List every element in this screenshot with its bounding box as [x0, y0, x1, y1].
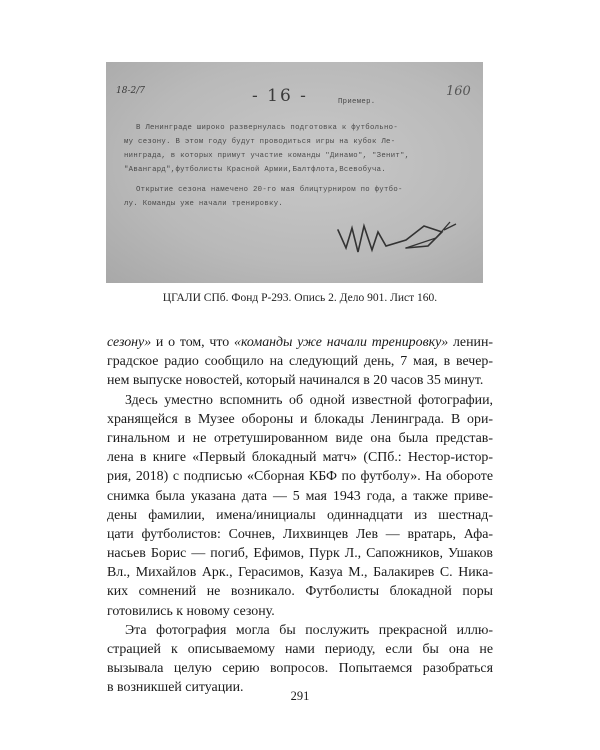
text-line: гинальном и не отретушированном виде она была представ- [107, 430, 493, 446]
text-line: снимка была указана дата — 5 мая 1943 года, а также приве- [107, 488, 493, 504]
text-line: рия, 2018) с подписью «Сборная КБФ по футболу». На обороте [107, 469, 493, 485]
text-fragment: и о том, что [151, 335, 234, 350]
text-line: дены фамилии, имена/инициалы одиннадцати из шестнад- [107, 507, 493, 523]
document-stamp: Приемер. [338, 98, 376, 106]
text-line: в возникшей ситуации. [107, 680, 244, 696]
document-line: лу. Команды уже начали тренировку. [124, 200, 284, 208]
text-line: лена в книге «Первый блокадный матч» (СПб.: Нестор-истор- [107, 450, 493, 466]
archival-document-photo [106, 62, 483, 283]
document-line: В Ленинграде широко развернулась подготовка к футбольно- [136, 124, 399, 132]
document-line: "Авангард",футболисты Красной Армии,Балтфлота,Всевобуча. [124, 166, 387, 174]
text-line: хранящейся в Музее обороны и блокады Ленинграда. В ори- [107, 411, 493, 427]
document-page-number: - 16 - [252, 86, 308, 106]
document-line: нинграда, в которых примут участие команды "Динамо", "Зенит", [124, 152, 410, 160]
document-line: му сезону. В этом году будут проводиться игры на кубок Ле- [124, 138, 396, 146]
text-line: вызывала целую серию вопросов. Попытаемся разобраться [107, 661, 493, 677]
quote-italic: «команды уже начали тренировку» [234, 335, 449, 350]
photo-caption: ЦГАЛИ СПб. Фонд Р-293. Опись 2. Дело 901. Лист 160. [162, 292, 438, 304]
folio-number: 160 [446, 84, 471, 99]
text-line: насьев Борис — погиб, Ефимов, Пурк Л., Сапожников, Ушаков [107, 546, 493, 562]
page-number: 291 [290, 689, 310, 703]
text-line: ких сомнений не возникало. Футболисты блокадной поры [107, 584, 493, 600]
text-line: цати футболистов: Сочнев, Лихвинцев Лев — вратарь, Афа- [107, 526, 493, 542]
quote-italic: сезону» [107, 335, 152, 350]
corner-note: 18-2/7 [116, 86, 145, 96]
text-line: страцией к описываемому нами периоду, если бы она не [107, 642, 493, 657]
text-line: Вл., Михайлов Арк., Герасимов, Казуа М., Балакирев С. Ника- [107, 565, 493, 581]
body-text [107, 333, 493, 698]
document-line: Открытие сезона намечено 20-го мая блицтурниром по футбо- [136, 186, 403, 194]
signature-mark [106, 62, 483, 283]
text-line: Здесь уместно вспомнить об одной известной фотографии, [125, 392, 493, 408]
text-fragment: ленин- [448, 335, 493, 350]
text-line [107, 333, 493, 352]
text-line: Эта фотография могла бы послужить прекрасной иллю- [125, 622, 493, 638]
text-line: готовились к новому сезону. [107, 603, 275, 619]
text-line: нем выпуске новостей, который начинался в 20 часов 35 минут. [107, 373, 484, 389]
text-line: градское радио сообщило на следующий день, 7 мая, в вечер- [107, 354, 493, 370]
